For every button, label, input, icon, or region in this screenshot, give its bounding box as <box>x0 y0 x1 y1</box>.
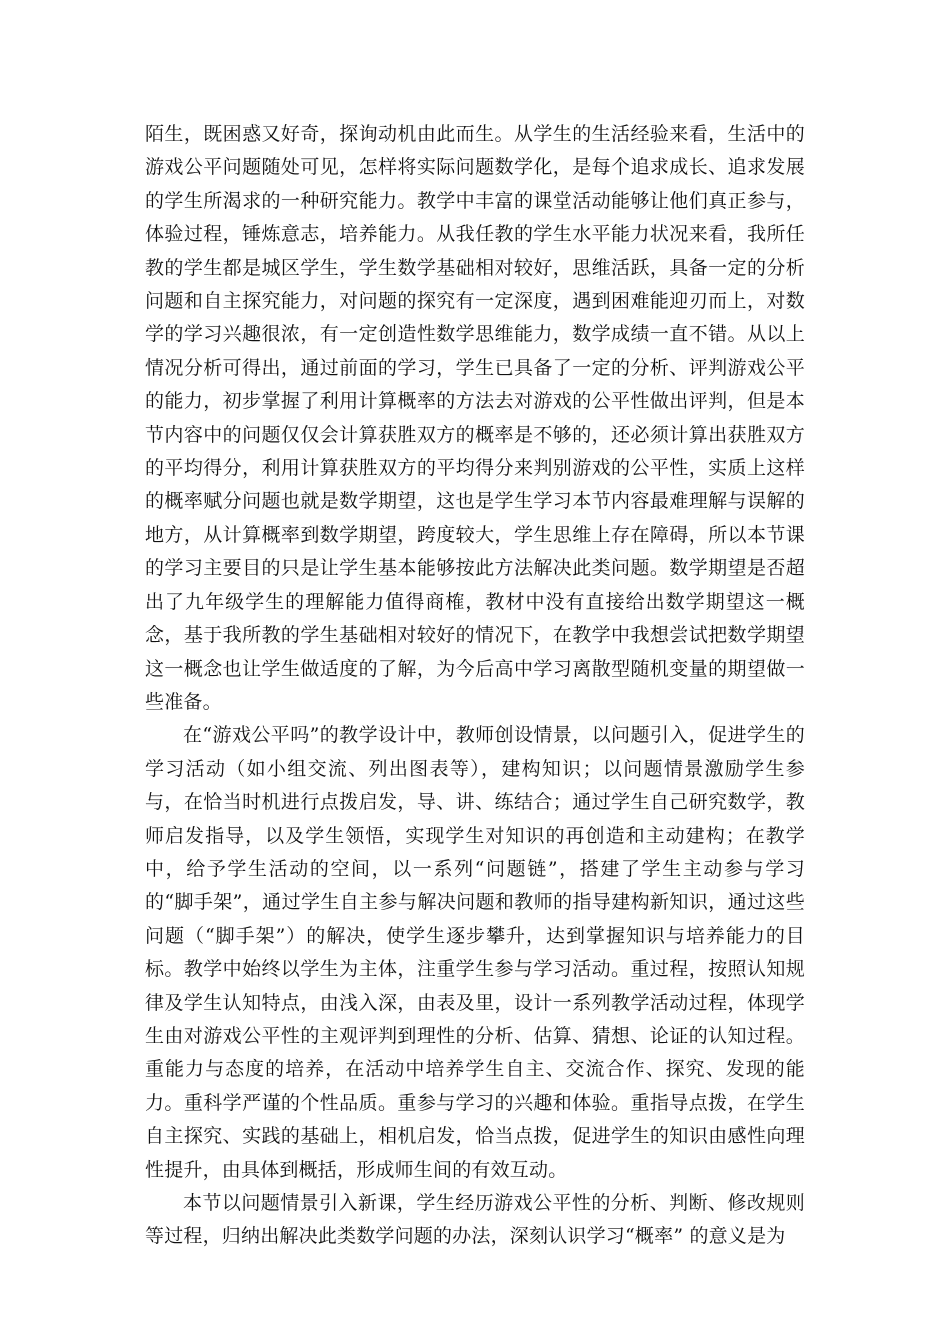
paragraph-3: 本节以问题情景引入新课，学生经历游戏公平性的分析、判断、修改规则等过程，归纳出解决此类数学问题的办法，深刻认识学习“概率” 的意义是为 <box>145 1192 805 1248</box>
document-body <box>145 118 805 1254</box>
paragraph-1: 陌生，既困惑又好奇，探询动机由此而生。从学生的生活经验来看，生活中的游戏公平问题随处可见，怎样将实际问题数学化，是每个追求成长、追求发展的学生所渴求的一种研究能力。教学中丰富的课堂活动能够让他们真正参与，体验过程，锤炼意志，培养能力。从我任教的学生水平能力状况来看，我所任教的学生都是城区学生，学生数学基础相对较好，思维活跃，具备一定的分析问题和自主探究能力，对问题的探究有一定深度，遇到困难能迎刃而上，对数学的学习兴趣很浓，有一定创造性数学思维能力，数学成绩一直不错。从以上情况分析可得出，通过前面的学习，学生已具备了一定的分析、评判游戏公平的能力，初步掌握了利用计算概率的方法去对游戏的公平性做出评判，但是本节内容中的问题仅仅会计算获胜双方的概率是不够的，还必须计算出获胜双方的平均得分，利用计算获胜双方的平均得分来判别游戏的公平性，实质上这样的概率赋分问题也就是数学期望，这也是学生学习本节内容最难理解与误解的地方，从计算概率到数学期望，跨度较大，学生思维上存在障碍，所以本节课的学习主要目的只是让学生基本能够按此方法解决此类问题。数学期望是否超出了九年级学生的理解能力值得商榷，教材中没有直接给出数学期望这一概念，基于我所教的学生基础相对较好的情况下，在教学中我想尝试把数学期望这一概念也让学生做适度的了解，为今后高中学习离散型随机变量的期望做一些准备。 <box>145 123 805 713</box>
paragraph-2: 在“游戏公平吗”的教学设计中，教师创设情景，以问题引入，促进学生的学习活动（如小组交流、列出图表等），建构知识；以问题情景激励学生参与，在恰当时机进行点拨启发，导、讲、练结合；通过学生自己研究数学，教师启发指导，以及学生领悟，实现学生对知识的再创造和主动建构；在教学中，给予学生活动的空间，以一系列“问题链”，搭建了学生主动参与学习的“脚手架”，通过学生自主参与解决问题和教师的指导建构新知识，通过这些问题（“脚手架”）的解决，使学生逐步攀升，达到掌握知识与培养能力的目标。教学中始终以学生为主体，注重学生参与学习活动。重过程，按照认知规律及学生认知特点，由浅入深，由表及里，设计一系列教学活动过程，体现学生由对游戏公平性的主观评判到理性的分析、估算、猜想、论证的认知过程。重能力与态度的培养，在活动中培养学生自主、交流合作、探究、发现的能力。重科学严谨的个性品质。重参与学习的兴趣和体验。重指导点拨，在学生自主探究、实践的基础上，相机启发，恰当点拨，促进学生的知识由感性向理性提升，由具体到概括，形成师生间的有效互动。 <box>145 724 805 1181</box>
